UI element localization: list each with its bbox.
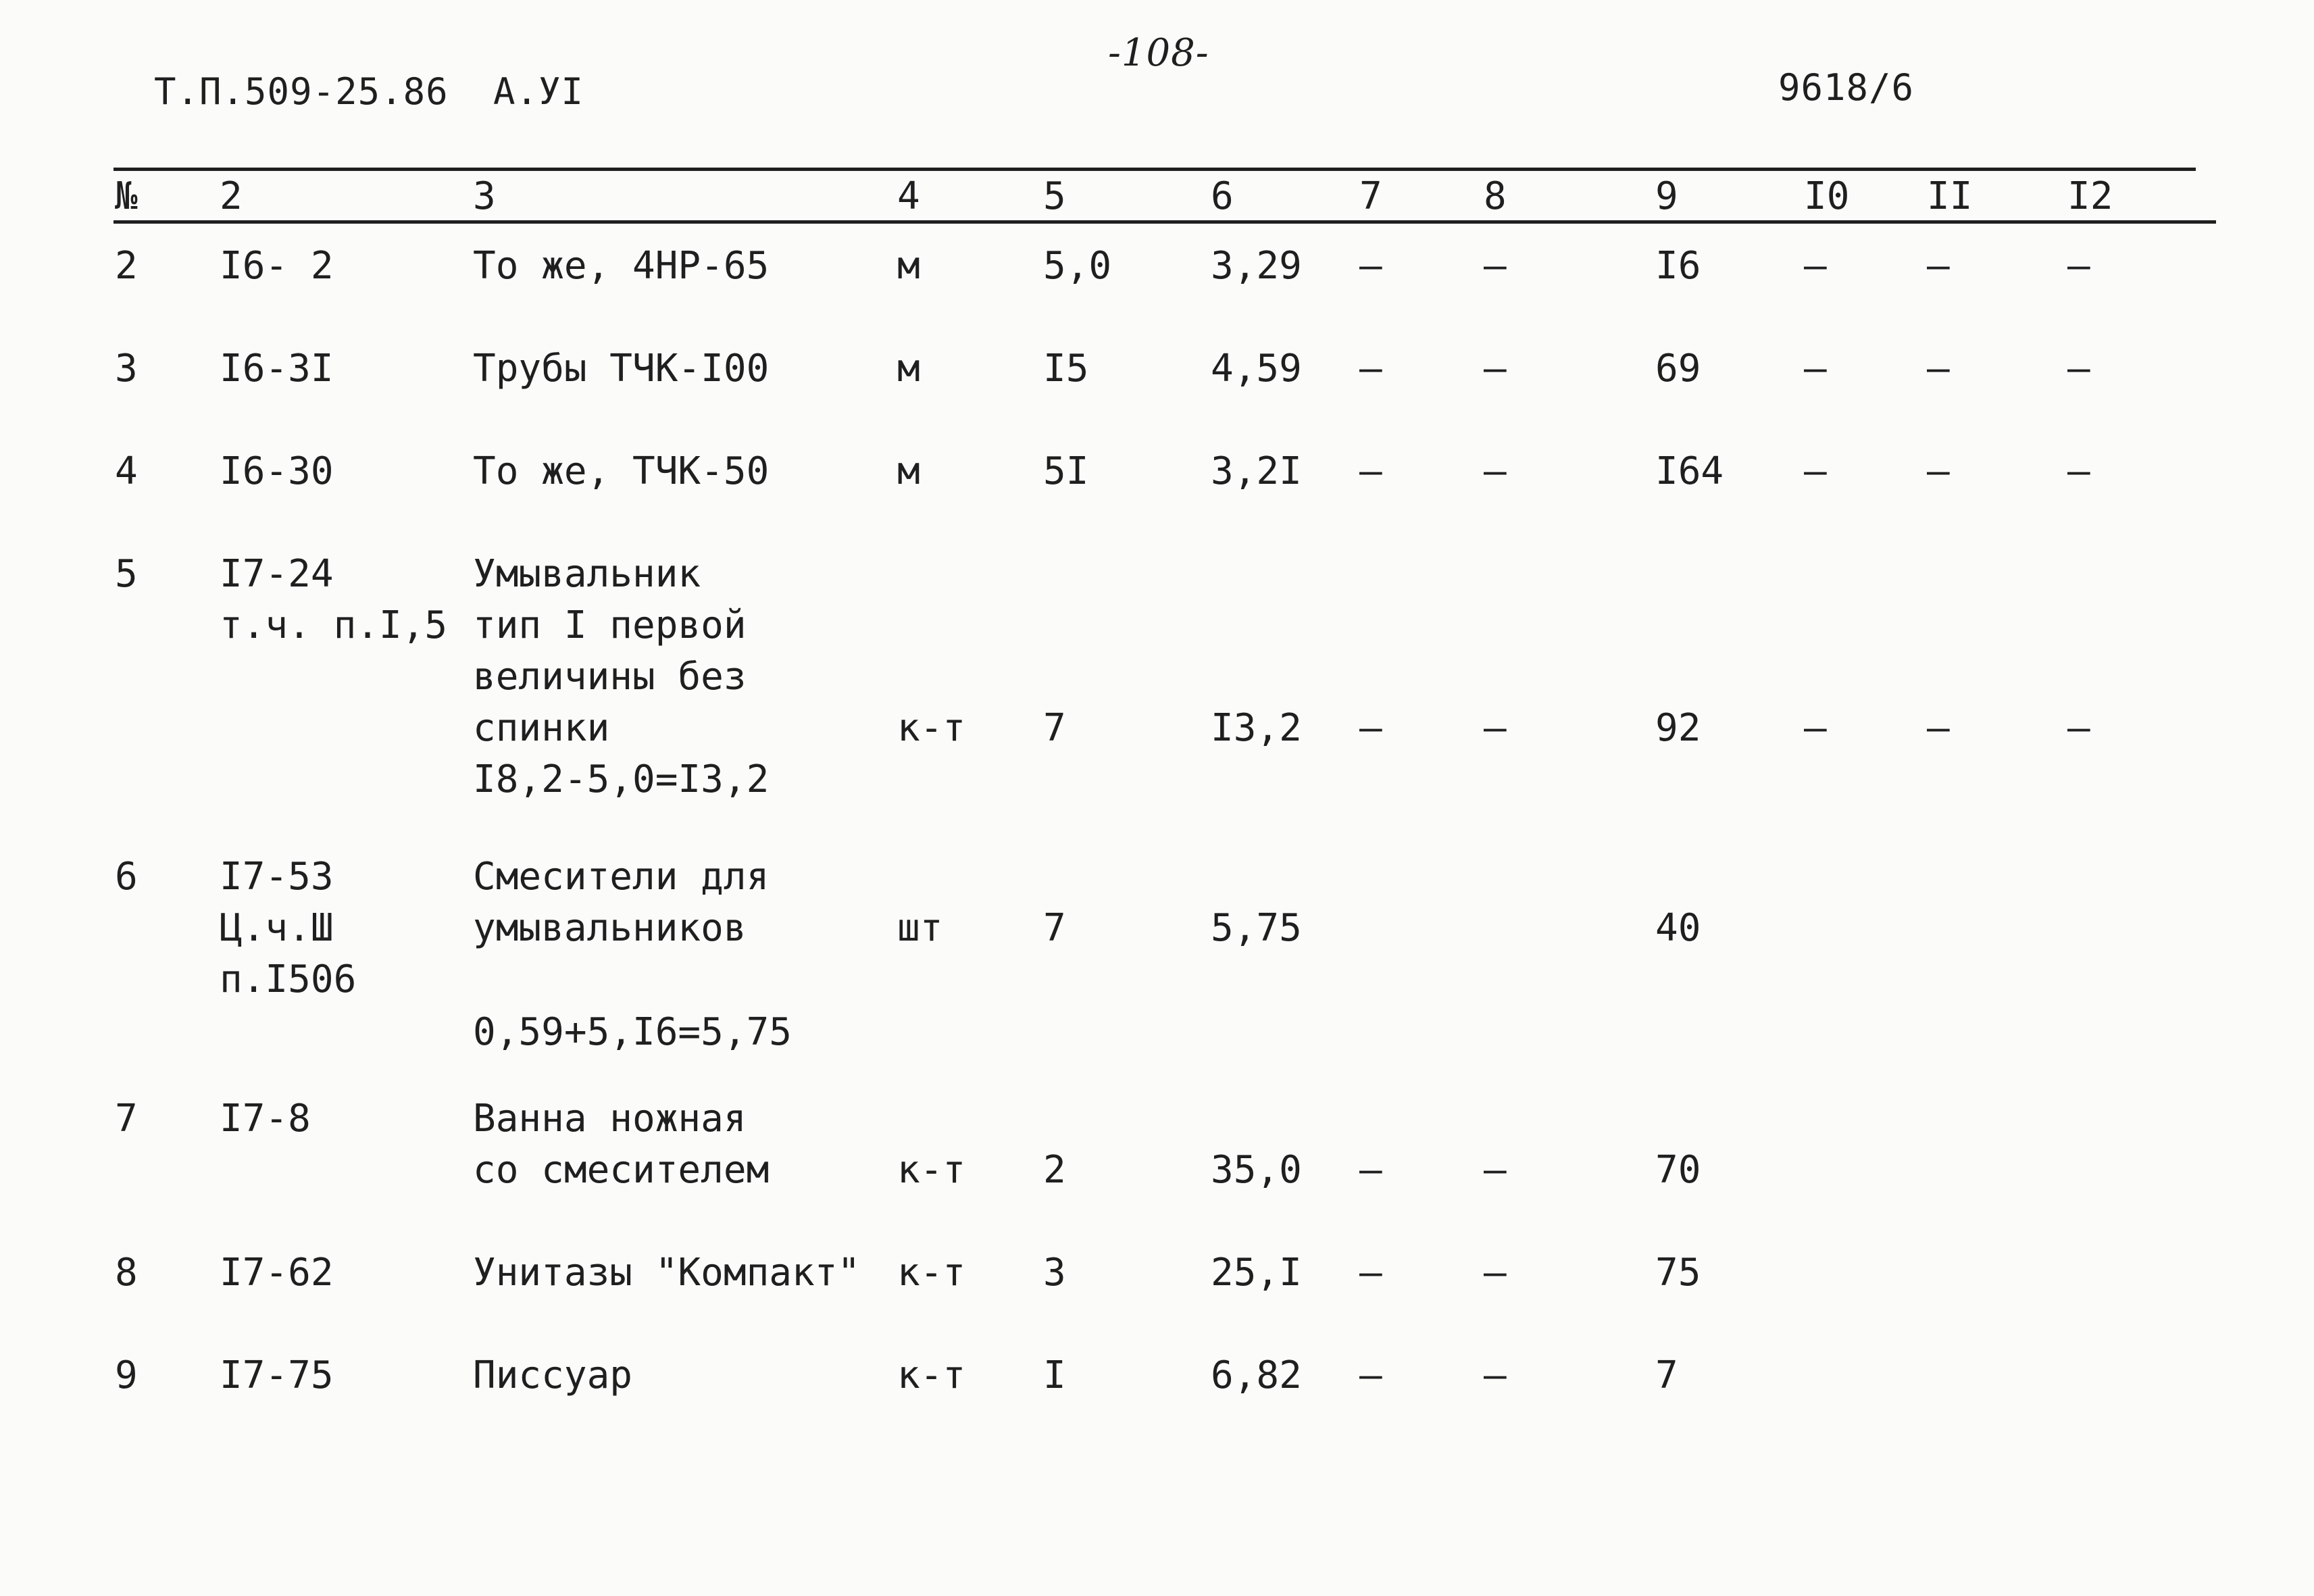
table-cell-r7-c4: к-т xyxy=(897,1251,966,1295)
table-cell-r3-c6: 3,2I xyxy=(1211,449,1302,493)
column-header-3: 3 xyxy=(473,174,496,218)
table-cell-r4-c2: I7-24 т.ч. п.I,5 xyxy=(220,552,448,647)
table-cell-r1-c6: 3,29 xyxy=(1211,244,1302,288)
table-cell-r7-c1: 8 xyxy=(115,1251,138,1295)
table-cell-r2-c5: I5 xyxy=(1043,347,1089,391)
table-cell-r5-c6: 5,75 xyxy=(1211,906,1302,950)
table-cell-r5-c9: 40 xyxy=(1655,906,1701,950)
column-header-2: 2 xyxy=(220,174,243,218)
table-cell-r4-c4: к-т xyxy=(897,706,966,750)
table-cell-r7-c5: 3 xyxy=(1043,1251,1066,1295)
table-cell-r2-c4: м xyxy=(897,347,920,391)
table-cell-r8-c5: I xyxy=(1043,1353,1066,1397)
table-cell-r6-c7: – xyxy=(1359,1148,1382,1192)
table-cell-r5-c1: 6 xyxy=(115,855,138,899)
table-cell-r2-c9: 69 xyxy=(1655,347,1701,391)
table-cell-r2-c7: – xyxy=(1359,347,1382,391)
column-header-6: 6 xyxy=(1211,174,1234,218)
column-header-10: I0 xyxy=(1804,174,1850,218)
table-top-rule xyxy=(114,168,2196,171)
table-cell-r4-c10: – xyxy=(1804,706,1827,750)
table-cell-r8-c2: I7-75 xyxy=(220,1353,334,1397)
table-cell-r8-c8: – xyxy=(1484,1353,1507,1397)
table-cell-r3-c3: То же, ТЧК-50 xyxy=(473,449,770,493)
table-cell-r1-c11: – xyxy=(1927,244,1950,288)
table-cell-r5-c3: Смесители для умывальников xyxy=(473,855,770,950)
column-header-7: 7 xyxy=(1359,174,1382,218)
table-cell-r8-c4: к-т xyxy=(897,1353,966,1397)
table-cell-r1-c7: – xyxy=(1359,244,1382,288)
column-header-9: 9 xyxy=(1655,174,1678,218)
table-cell-r3-c7: – xyxy=(1359,449,1382,493)
table-cell-r2-c1: 3 xyxy=(115,347,138,391)
table-cell-r2-c11: – xyxy=(1927,347,1950,391)
table-cell-r1-c10: – xyxy=(1804,244,1827,288)
table-cell-r8-c9: 7 xyxy=(1655,1353,1678,1397)
table-cell-r5-c4: шт xyxy=(897,906,943,950)
table-cell-r1-c5: 5,0 xyxy=(1043,244,1112,288)
table-cell-r4-c6: I3,2 xyxy=(1211,706,1302,750)
table-cell-r7-c9: 75 xyxy=(1655,1251,1701,1295)
table-cell-r3-c12: – xyxy=(2067,449,2090,493)
table-cell-r5-c2: I7-53 Ц.ч.Ш п.I506 xyxy=(220,855,357,1001)
table-cell-r3-c5: 5I xyxy=(1043,449,1089,493)
column-header-11: II xyxy=(1927,174,1973,218)
table-cell-r3-c2: I6-30 xyxy=(220,449,334,493)
table-cell-r6-c5: 2 xyxy=(1043,1148,1066,1192)
table-cell-r3-c11: – xyxy=(1927,449,1950,493)
column-header-12: I2 xyxy=(2067,174,2113,218)
table-cell-r6-c6: 35,0 xyxy=(1211,1148,1302,1192)
table-cell-r2-c2: I6-3I xyxy=(220,347,334,391)
table-cell-r8-c6: 6,82 xyxy=(1211,1353,1302,1397)
header-bottom-rule xyxy=(114,220,2216,224)
table-cell-r1-c3: То же, 4НР-65 xyxy=(473,244,770,288)
table-cell-r3-c4: м xyxy=(897,449,920,493)
table-cell-r8-c3: Писсуар xyxy=(473,1353,633,1397)
column-header-4: 4 xyxy=(897,174,920,218)
sheet-designation: А.УI xyxy=(493,70,584,113)
table-cell-r1-c1: 2 xyxy=(115,244,138,288)
column-header-8: 8 xyxy=(1484,174,1507,218)
table-cell-r6-c9: 70 xyxy=(1655,1148,1701,1192)
table-cell-r6-c2: I7-8 xyxy=(220,1097,311,1141)
table-cell-r2-c10: – xyxy=(1804,347,1827,391)
table-cell-r6-c4: к-т xyxy=(897,1148,966,1192)
table-cell-r3-c9: I64 xyxy=(1655,449,1724,493)
table-cell-r1-c8: – xyxy=(1484,244,1507,288)
table-cell-r3-c10: – xyxy=(1804,449,1827,493)
table-cell-r7-c2: I7-62 xyxy=(220,1251,334,1295)
table-cell-r4-c1: 5 xyxy=(115,552,138,596)
table-cell-r3-c1: 4 xyxy=(115,449,138,493)
table-cell-r2-c3: Трубы ТЧК-I00 xyxy=(473,347,770,391)
table-cell-r8-c1: 9 xyxy=(115,1353,138,1397)
table-cell-r2-c8: – xyxy=(1484,347,1507,391)
table-cell-r4-c7: – xyxy=(1359,706,1382,750)
table-cell-r8-c7: – xyxy=(1359,1353,1382,1397)
table-cell-r4-c8: – xyxy=(1484,706,1507,750)
table-cell-r7-c6: 25,I xyxy=(1211,1251,1302,1295)
document-number: 9618/6 xyxy=(1778,66,1915,109)
table-cell-r7-c3: Унитазы "Компакт" xyxy=(473,1251,861,1295)
table-cell-r4-c11: – xyxy=(1927,706,1950,750)
page-number: -108- xyxy=(1108,31,1209,75)
table-cell-r4-c5: 7 xyxy=(1043,706,1066,750)
table-cell-r6-c8: – xyxy=(1484,1148,1507,1192)
table-cell-r1-c12: – xyxy=(2067,244,2090,288)
table-cell-r2-c6: 4,59 xyxy=(1211,347,1302,391)
table-cell-r5-c3-formula: 0,59+5,I6=5,75 xyxy=(473,1010,793,1054)
table-cell-r7-c8: – xyxy=(1484,1251,1507,1295)
column-header-5: 5 xyxy=(1043,174,1066,218)
column-header-1: № xyxy=(115,174,138,218)
table-cell-r4-c12: – xyxy=(2067,706,2090,750)
table-cell-r6-c1: 7 xyxy=(115,1097,138,1141)
table-cell-r3-c8: – xyxy=(1484,449,1507,493)
table-cell-r7-c7: – xyxy=(1359,1251,1382,1295)
table-cell-r1-c9: I6 xyxy=(1655,244,1701,288)
table-cell-r1-c2: I6- 2 xyxy=(220,244,334,288)
table-cell-r5-c5: 7 xyxy=(1043,906,1066,950)
table-cell-r6-c3: Ванна ножная со смесителем xyxy=(473,1097,770,1192)
table-cell-r4-c9: 92 xyxy=(1655,706,1701,750)
table-cell-r1-c4: м xyxy=(897,244,920,288)
table-cell-r4-c3: Умывальник тип I первой величины без спинки I8,2-5,0=I3,2 xyxy=(473,552,770,801)
table-cell-r2-c12: – xyxy=(2067,347,2090,391)
document-code: Т.П.509-25.86 xyxy=(154,70,449,113)
